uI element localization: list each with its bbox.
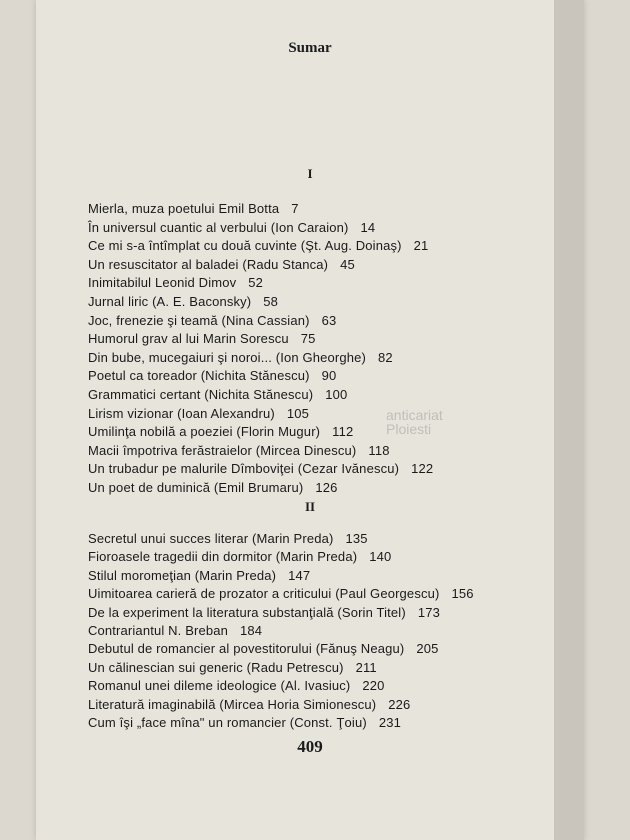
- contents-title: Sumar: [288, 40, 332, 56]
- toc-entry-title: Poetul ca toreador (Nichita Stănescu): [88, 368, 310, 384]
- toc-entry-page: 58: [263, 293, 279, 309]
- toc-entry-title: Literatură imaginabilă (Mircea Horia Simionescu): [88, 696, 377, 712]
- toc-entry: [88, 237, 433, 256]
- toc-entry-title: Umilinţa nobilă a poeziei (Florin Mugur): [88, 424, 321, 440]
- toc-entry-title: Un poet de duminică (Emil Brumaru): [88, 479, 304, 495]
- toc-entry-page: 135: [345, 531, 368, 546]
- toc-entry-page: 52: [248, 275, 264, 291]
- toc-entry: [88, 367, 433, 386]
- toc-entry-title: Cum îşi „face mîna" un romancier (Const. Ţoiu): [88, 714, 367, 730]
- toc-entry-title: Un resuscitator al baladei (Radu Stanca): [88, 256, 329, 272]
- toc-entry-page: 126: [315, 479, 338, 495]
- toc-entry-page: 220: [362, 678, 385, 694]
- toc-entry: [88, 622, 474, 640]
- toc-entry: [88, 696, 474, 714]
- toc-entry-page: 21: [413, 238, 429, 254]
- toc-entry: [88, 386, 433, 405]
- toc-entry: [88, 530, 474, 548]
- section-2-entries: [88, 530, 474, 732]
- toc-entry-title: De la experiment la literatura substanţială (Sorin Titel): [88, 604, 406, 620]
- toc-entry: [88, 423, 433, 442]
- toc-entry-title: Ce mi s-a întîmplat cu două cuvinte (Şt. Aug. Doinaş): [88, 238, 402, 254]
- toc-entry-title: Humorul grav al lui Marin Sorescu: [88, 331, 289, 347]
- page-edge: [554, 0, 584, 840]
- toc-entry: [88, 604, 474, 622]
- section-heading-2: II: [304, 499, 316, 514]
- toc-entry: [88, 274, 433, 293]
- toc-entry-page: 226: [388, 696, 411, 712]
- toc-entry-title: Un călinescian sui generic (Radu Petrescu): [88, 659, 344, 675]
- toc-entry: [88, 677, 474, 695]
- toc-entry-page: 14: [360, 219, 376, 235]
- toc-entry-title: În universul cuantic al verbului (Ion Caraion): [88, 219, 349, 235]
- toc-entry-title: Secretul unui succes literar (Marin Preda): [88, 531, 334, 546]
- toc-entry: [88, 330, 433, 349]
- toc-entry: [88, 585, 474, 603]
- watermark-line: anticariat: [386, 407, 443, 423]
- toc-entry: [88, 312, 433, 331]
- toc-entry-page: 140: [369, 549, 392, 565]
- toc-entry-title: Din bube, mucegaiuri şi noroi... (Ion Gheorghe): [88, 349, 367, 365]
- toc-entry: [88, 200, 433, 219]
- toc-entry: [88, 567, 474, 585]
- toc-entry: [88, 256, 433, 275]
- toc-entry: [88, 548, 474, 566]
- book-page: [36, 0, 584, 840]
- toc-entry-title: Stilul moromeţian (Marin Preda): [88, 567, 277, 583]
- toc-entry: [88, 659, 474, 677]
- toc-entry-page: 90: [321, 368, 337, 384]
- toc-entry: [88, 219, 433, 238]
- toc-entry: [88, 349, 433, 368]
- toc-entry-page: 112: [332, 424, 354, 440]
- toc-entry-page: 45: [340, 256, 355, 272]
- toc-entry-title: Joc, frenezie şi teamă (Nina Cassian): [88, 312, 310, 328]
- page-number: 409: [297, 737, 323, 756]
- toc-entry-title: Inimitabilul Leonid Dimov: [88, 275, 237, 291]
- toc-entry-title: Mierla, muza poetului Emil Botta: [88, 201, 280, 216]
- toc-entry-title: Romanul unei dileme ideologice (Al. Ivasiuc): [88, 678, 351, 694]
- toc-entry: [88, 714, 474, 732]
- toc-entry-page: 75: [300, 331, 316, 347]
- toc-entry: [88, 479, 433, 498]
- toc-entry-page: 63: [321, 312, 337, 328]
- toc-entry-title: Un trubadur pe malurile Dîmboviţei (Cezar Ivănescu): [88, 461, 400, 477]
- watermark-logo: [386, 408, 443, 436]
- section-1-entries: [88, 200, 433, 498]
- toc-entry: [88, 442, 433, 461]
- toc-entry-page: 7: [291, 201, 299, 216]
- toc-entry-title: Jurnal liric (A. E. Baconsky): [88, 293, 252, 309]
- toc-entry-title: Uimitoarea carieră de prozator a criticului (Paul Georgescu): [88, 586, 440, 602]
- toc-entry-page: 122: [411, 461, 434, 477]
- toc-entry-page: 82: [378, 349, 393, 365]
- toc-entry-title: Lirism vizionar (Ioan Alexandru): [88, 405, 275, 421]
- watermark-line: Ploiesti: [386, 421, 432, 437]
- toc-entry-title: Contrariantul N. Breban: [88, 622, 229, 638]
- toc-entry-page: 205: [416, 641, 439, 657]
- toc-entry-title: Grammatici certant (Nichita Stănescu): [88, 386, 314, 402]
- toc-entry-page: 105: [286, 405, 310, 421]
- toc-entry-page: 184: [240, 622, 263, 638]
- toc-entry-page: 173: [417, 604, 440, 620]
- toc-entry: [88, 640, 474, 658]
- toc-entry-page: 118: [368, 442, 390, 458]
- toc-entry-title: Fioroasele tragedii din dormitor (Marin Preda): [88, 549, 358, 565]
- toc-entry-page: 156: [451, 586, 474, 602]
- toc-entry-page: 147: [288, 567, 311, 583]
- section-heading-1: I: [307, 166, 313, 181]
- toc-entry: [88, 460, 433, 479]
- toc-entry-page: 100: [325, 386, 348, 402]
- toc-entry: [88, 405, 433, 424]
- toc-entry-title: Debutul de romancier al povestitorului (Fănuş Neagu): [88, 641, 405, 657]
- toc-entry-title: Macii împotriva ferăstraielor (Mircea Dinescu): [88, 442, 357, 458]
- toc-entry-page: 231: [378, 714, 401, 730]
- toc-entry-page: 211: [355, 659, 377, 675]
- toc-entry: [88, 293, 433, 312]
